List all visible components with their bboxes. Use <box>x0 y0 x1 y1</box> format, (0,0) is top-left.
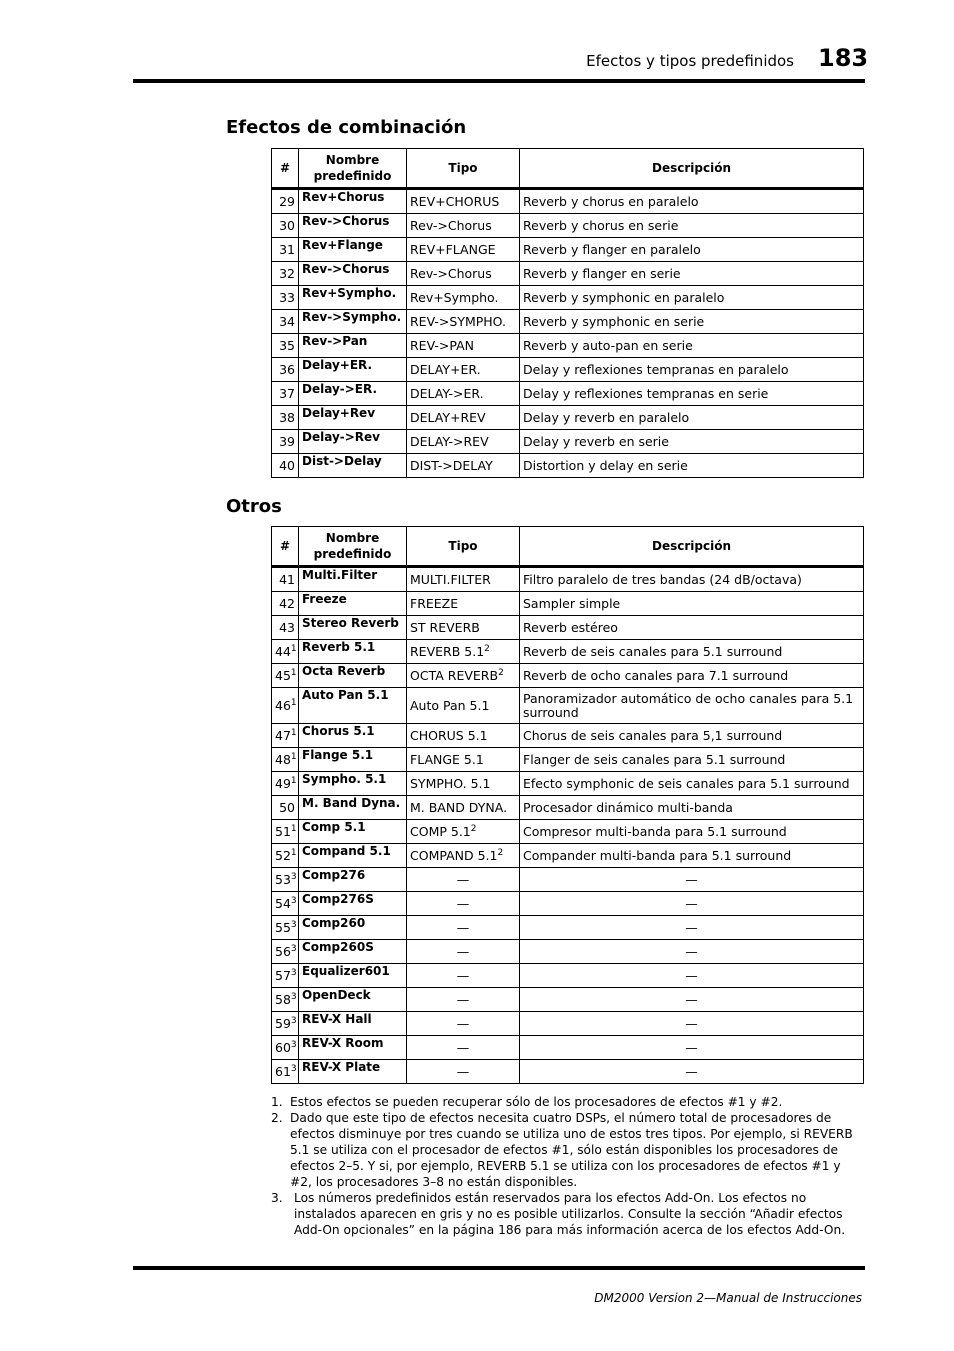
preset-type: Rev->Chorus <box>410 265 492 281</box>
preset-number: 48 <box>275 751 291 767</box>
preset-number-cell <box>272 640 299 664</box>
footnote-ref: 3 <box>290 967 297 978</box>
preset-description: — <box>520 1012 864 1036</box>
footnote-ref: 1 <box>290 727 297 738</box>
preset-description: Distortion y delay en serie <box>520 454 864 478</box>
preset-type: — <box>456 1063 470 1079</box>
preset-number: 37 <box>279 385 295 401</box>
column-header-preset-name: Nombre predefinido <box>299 527 407 567</box>
preset-type-cell <box>407 640 520 664</box>
preset-number: 50 <box>279 799 295 815</box>
preset-number-cell <box>272 189 299 214</box>
preset-description: — <box>520 1060 864 1084</box>
preset-type-cell <box>407 1036 520 1060</box>
preset-type: MULTI.FILTER <box>410 571 491 587</box>
preset-number: 53 <box>275 871 291 887</box>
preset-number-cell <box>272 238 299 262</box>
preset-type: DELAY+ER. <box>410 361 481 377</box>
preset-description: — <box>520 1036 864 1060</box>
footnote <box>271 1110 863 1190</box>
preset-number-cell <box>272 214 299 238</box>
footer-manual-title: DM2000 Version 2—Manual de Instrucciones <box>594 1291 862 1305</box>
preset-description: — <box>520 892 864 916</box>
preset-name: Auto Pan 5.1 <box>299 688 407 724</box>
preset-type-cell <box>407 1012 520 1036</box>
preset-name: Rev+Sympho. <box>299 286 407 310</box>
preset-name: REV-X Plate <box>299 1060 407 1084</box>
preset-type: FREEZE <box>410 595 459 611</box>
preset-description: Reverb y auto-pan en serie <box>520 334 864 358</box>
footnote-ref: 3 <box>290 871 297 882</box>
preset-name: Octa Reverb <box>299 664 407 688</box>
table-row <box>272 1012 864 1036</box>
preset-number-cell <box>272 1060 299 1084</box>
section-title-others: Otros <box>226 496 282 517</box>
preset-description: Compresor multi-banda para 5.1 surround <box>520 820 864 844</box>
preset-number-cell <box>272 688 299 724</box>
preset-type-cell <box>407 664 520 688</box>
preset-type: DELAY->REV <box>410 433 489 449</box>
footnote-ref: 1 <box>290 775 297 786</box>
table-row <box>272 592 864 616</box>
table-row <box>272 988 864 1012</box>
preset-type: REV+CHORUS <box>410 193 500 209</box>
preset-number: 59 <box>275 1015 291 1031</box>
preset-description: Reverb y symphonic en paralelo <box>520 286 864 310</box>
preset-type-cell <box>407 238 520 262</box>
preset-number: 54 <box>275 895 291 911</box>
header-rule <box>133 79 865 83</box>
preset-type-cell <box>407 592 520 616</box>
table-header-row <box>272 149 864 189</box>
preset-number: 31 <box>279 241 295 257</box>
preset-name: Comp276S <box>299 892 407 916</box>
other-effects-table <box>271 526 864 1084</box>
column-header-preset-name: Nombre predefinido <box>299 149 407 189</box>
table-header-row <box>272 527 864 567</box>
preset-description: — <box>520 940 864 964</box>
table-row <box>272 640 864 664</box>
preset-description: Reverb de seis canales para 5.1 surround <box>520 640 864 664</box>
preset-number: 49 <box>275 775 291 791</box>
preset-number-cell <box>272 844 299 868</box>
preset-description: Reverb y symphonic en serie <box>520 310 864 334</box>
preset-number-cell <box>272 454 299 478</box>
preset-type: REV+FLANGE <box>410 241 496 257</box>
column-header-type: Tipo <box>407 527 520 567</box>
preset-number-cell <box>272 868 299 892</box>
table-row <box>272 214 864 238</box>
footnote-ref: 2 <box>484 643 490 654</box>
preset-name: Comp 5.1 <box>299 820 407 844</box>
preset-number-cell <box>272 772 299 796</box>
page-number: 183 <box>818 44 869 72</box>
preset-type-cell <box>407 688 520 724</box>
preset-type: FLANGE 5.1 <box>410 751 484 767</box>
preset-number-cell <box>272 988 299 1012</box>
preset-number: 34 <box>279 313 295 329</box>
preset-type-cell <box>407 262 520 286</box>
table-row <box>272 406 864 430</box>
preset-description: — <box>520 916 864 940</box>
column-header-description: Descripción <box>520 527 864 567</box>
preset-type-cell <box>407 382 520 406</box>
preset-description: — <box>520 988 864 1012</box>
preset-description: Reverb y chorus en serie <box>520 214 864 238</box>
preset-number-cell <box>272 748 299 772</box>
preset-number-cell <box>272 262 299 286</box>
preset-description: Sampler simple <box>520 592 864 616</box>
preset-number-cell <box>272 358 299 382</box>
preset-name: Dist->Delay <box>299 454 407 478</box>
preset-type: — <box>456 943 470 959</box>
preset-description: Procesador dinámico multi-banda <box>520 796 864 820</box>
preset-description: Delay y reverb en paralelo <box>520 406 864 430</box>
footnote-marker: 3. <box>271 1191 283 1205</box>
table-row <box>272 454 864 478</box>
preset-number-cell <box>272 964 299 988</box>
preset-type-cell <box>407 964 520 988</box>
table-row <box>272 724 864 748</box>
footer-rule <box>133 1266 865 1270</box>
preset-name: Freeze <box>299 592 407 616</box>
table-row <box>272 286 864 310</box>
footnotes <box>271 1094 863 1238</box>
preset-number: 42 <box>279 595 295 611</box>
preset-type: REVERB 5.1 <box>410 643 485 659</box>
preset-number-cell <box>272 940 299 964</box>
preset-number: 36 <box>279 361 295 377</box>
preset-type: ST REVERB <box>410 619 480 635</box>
preset-type: REV->SYMPHO. <box>410 313 506 329</box>
preset-number-cell <box>272 592 299 616</box>
preset-description: — <box>520 868 864 892</box>
table-row <box>272 1036 864 1060</box>
preset-type: REV->PAN <box>410 337 475 353</box>
table-row <box>272 664 864 688</box>
combination-effects-table <box>271 148 864 478</box>
preset-number: 46 <box>275 697 291 713</box>
table-row <box>272 262 864 286</box>
table-row <box>272 189 864 214</box>
column-header-number: # <box>272 149 299 189</box>
footnote-ref: 3 <box>290 919 297 930</box>
table-row <box>272 940 864 964</box>
preset-number-cell <box>272 796 299 820</box>
table-row <box>272 238 864 262</box>
table-row <box>272 1060 864 1084</box>
preset-type: CHORUS 5.1 <box>410 727 488 743</box>
preset-type: — <box>456 895 470 911</box>
preset-number-cell <box>272 916 299 940</box>
preset-description: Reverb y chorus en paralelo <box>520 189 864 214</box>
table-row <box>272 382 864 406</box>
preset-number: 45 <box>275 667 291 683</box>
table-row <box>272 334 864 358</box>
table-row <box>272 964 864 988</box>
preset-number-cell <box>272 286 299 310</box>
preset-type-cell <box>407 189 520 214</box>
preset-name: REV-X Hall <box>299 1012 407 1036</box>
column-header-type: Tipo <box>407 149 520 189</box>
preset-number: 61 <box>275 1063 291 1079</box>
preset-type: COMP 5.1 <box>410 823 471 839</box>
footnote <box>271 1094 863 1110</box>
preset-name: Rev+Flange <box>299 238 407 262</box>
preset-number-cell <box>272 382 299 406</box>
preset-number: 51 <box>275 823 291 839</box>
preset-type-cell <box>407 358 520 382</box>
preset-description: Reverb estéreo <box>520 616 864 640</box>
preset-type: — <box>456 919 470 935</box>
table-row <box>272 616 864 640</box>
footnote-ref: 3 <box>290 1063 297 1074</box>
preset-number: 30 <box>279 217 295 233</box>
table-row <box>272 688 864 724</box>
preset-type-cell <box>407 454 520 478</box>
footnote-marker: 2. <box>271 1111 283 1125</box>
preset-name: Rev->Sympho. <box>299 310 407 334</box>
table-row <box>272 430 864 454</box>
preset-name: Reverb 5.1 <box>299 640 407 664</box>
preset-description: Delay y reflexiones tempranas en serie <box>520 382 864 406</box>
preset-name: Multi.Filter <box>299 567 407 592</box>
preset-type: Rev+Sympho. <box>410 289 499 305</box>
footnote-text: Dado que este tipo de efectos necesita cuatro DSPs, el número total de procesadores de efectos disminuye por tres cuando se utiliza uno de estos tres tipos. Por ejemplo, si REVERB 5.1 se utiliza con el procesador de efectos #1, sólo están disponibles los procesadores de efectos 2–5. Y si, por ejemplo, REVERB 5.1 se utiliza con los procesadores de efectos #1 y #2, los procesadores 3–8 no están disponibles. <box>290 1111 853 1189</box>
preset-number: 57 <box>275 967 291 983</box>
preset-number-cell <box>272 724 299 748</box>
footnote-ref: 3 <box>290 943 297 954</box>
preset-name: Chorus 5.1 <box>299 724 407 748</box>
preset-name: Flange 5.1 <box>299 748 407 772</box>
running-header-title: Efectos y tipos predefinidos <box>586 52 794 70</box>
preset-type: COMPAND 5.1 <box>410 847 498 863</box>
preset-type-cell <box>407 406 520 430</box>
table-row <box>272 868 864 892</box>
preset-number-cell <box>272 1036 299 1060</box>
preset-type: DIST->DELAY <box>410 457 493 473</box>
footnote-ref: 1 <box>290 643 297 654</box>
preset-name: Comp276 <box>299 868 407 892</box>
preset-description: Efecto symphonic de seis canales para 5.1 surround <box>520 772 864 796</box>
footnote-text: Estos efectos se pueden recuperar sólo de los procesadores de efectos #1 y #2. <box>290 1095 783 1109</box>
preset-type-cell <box>407 310 520 334</box>
preset-number: 32 <box>279 265 295 281</box>
table-row <box>272 748 864 772</box>
footnote-ref: 1 <box>290 751 297 762</box>
section-title-combination: Efectos de combinación <box>226 117 467 138</box>
preset-name: Rev->Chorus <box>299 214 407 238</box>
preset-type: SYMPHO. 5.1 <box>410 775 491 791</box>
footnote <box>271 1190 863 1238</box>
preset-name: Compand 5.1 <box>299 844 407 868</box>
preset-number: 58 <box>275 991 291 1007</box>
preset-type-cell <box>407 820 520 844</box>
preset-type: M. BAND DYNA. <box>410 799 508 815</box>
preset-type: — <box>456 991 470 1007</box>
preset-name: Stereo Reverb <box>299 616 407 640</box>
preset-number: 55 <box>275 919 291 935</box>
footnote-ref: 3 <box>290 1039 297 1050</box>
table-row <box>272 892 864 916</box>
table-row <box>272 358 864 382</box>
preset-number-cell <box>272 334 299 358</box>
footnote-ref: 2 <box>498 667 504 678</box>
preset-type: DELAY+REV <box>410 409 486 425</box>
preset-type: Auto Pan 5.1 <box>410 697 490 713</box>
preset-number-cell <box>272 567 299 592</box>
preset-number-cell <box>272 616 299 640</box>
preset-name: Delay+Rev <box>299 406 407 430</box>
preset-name: Comp260S <box>299 940 407 964</box>
preset-description: Filtro paralelo de tres bandas (24 dB/octava) <box>520 567 864 592</box>
preset-type-cell <box>407 334 520 358</box>
preset-number-cell <box>272 406 299 430</box>
footnote-ref: 2 <box>497 847 504 858</box>
preset-type: Rev->Chorus <box>410 217 492 233</box>
preset-description: Compander multi-banda para 5.1 surround <box>520 844 864 868</box>
preset-name: Rev->Pan <box>299 334 407 358</box>
preset-type: — <box>456 1039 470 1055</box>
preset-description: Reverb y flanger en serie <box>520 262 864 286</box>
preset-name: REV-X Room <box>299 1036 407 1060</box>
preset-name: Delay->ER. <box>299 382 407 406</box>
preset-type-cell <box>407 214 520 238</box>
preset-type: — <box>456 967 470 983</box>
preset-number-cell <box>272 430 299 454</box>
preset-number: 38 <box>279 409 295 425</box>
preset-type-cell <box>407 286 520 310</box>
preset-type: OCTA REVERB <box>410 667 499 683</box>
footnote-ref: 1 <box>290 823 297 834</box>
preset-description: Reverb de ocho canales para 7.1 surround <box>520 664 864 688</box>
preset-name: Delay->Rev <box>299 430 407 454</box>
table-row <box>272 796 864 820</box>
preset-type: — <box>456 871 470 887</box>
preset-type-cell <box>407 724 520 748</box>
preset-type-cell <box>407 892 520 916</box>
preset-type: DELAY->ER. <box>410 385 484 401</box>
preset-number-cell <box>272 310 299 334</box>
preset-name: Comp260 <box>299 916 407 940</box>
preset-number: 29 <box>279 193 295 209</box>
preset-name: Rev->Chorus <box>299 262 407 286</box>
preset-type-cell <box>407 916 520 940</box>
preset-number-cell <box>272 892 299 916</box>
preset-name: Delay+ER. <box>299 358 407 382</box>
footnote-text: Los números predefinidos están reservados para los efectos Add-On. Los efectos no instalados aparecen en gris y no es posible utilizarlos. Consulte la sección “Añadir efectos Add-On opcionales” en la página 186 para más información acerca de los efectos Add-On. <box>294 1191 846 1237</box>
footnote-ref: 3 <box>290 1015 297 1026</box>
footnote-ref: 1 <box>290 697 297 708</box>
preset-number: 44 <box>275 643 291 659</box>
preset-number: 33 <box>279 289 295 305</box>
column-header-number: # <box>272 527 299 567</box>
preset-number: 56 <box>275 943 291 959</box>
preset-description: Panoramizador automático de ocho canales para 5.1 surround <box>520 688 864 724</box>
footnote-ref: 2 <box>470 823 477 834</box>
preset-number: 35 <box>279 337 295 353</box>
preset-name: OpenDeck <box>299 988 407 1012</box>
table-row <box>272 916 864 940</box>
table-row <box>272 310 864 334</box>
preset-type-cell <box>407 748 520 772</box>
footnote-ref: 3 <box>290 895 297 906</box>
preset-number-cell <box>272 1012 299 1036</box>
footnote-ref: 3 <box>290 991 297 1002</box>
preset-number-cell <box>272 820 299 844</box>
preset-number: 39 <box>279 433 295 449</box>
preset-description: Delay y reverb en serie <box>520 430 864 454</box>
preset-type-cell <box>407 567 520 592</box>
preset-description: — <box>520 964 864 988</box>
preset-number: 40 <box>279 457 295 473</box>
preset-type-cell <box>407 430 520 454</box>
preset-type-cell <box>407 868 520 892</box>
preset-type-cell <box>407 844 520 868</box>
column-header-description: Descripción <box>520 149 864 189</box>
table-row <box>272 567 864 592</box>
preset-type-cell <box>407 796 520 820</box>
preset-number-cell <box>272 664 299 688</box>
preset-type: — <box>456 1015 470 1031</box>
preset-type-cell <box>407 988 520 1012</box>
preset-number: 47 <box>275 727 291 743</box>
preset-number: 43 <box>279 619 295 635</box>
preset-number: 60 <box>275 1039 291 1055</box>
preset-name: Sympho. 5.1 <box>299 772 407 796</box>
preset-type-cell <box>407 940 520 964</box>
preset-name: Equalizer601 <box>299 964 407 988</box>
preset-description: Reverb y flanger en paralelo <box>520 238 864 262</box>
footnote-ref: 1 <box>290 847 297 858</box>
preset-type-cell <box>407 772 520 796</box>
preset-name: M. Band Dyna. <box>299 796 407 820</box>
preset-type-cell <box>407 1060 520 1084</box>
preset-type-cell <box>407 616 520 640</box>
footnote-ref: 1 <box>290 667 297 678</box>
table-row <box>272 820 864 844</box>
preset-number: 52 <box>275 847 291 863</box>
preset-description: Flanger de seis canales para 5.1 surround <box>520 748 864 772</box>
table-row <box>272 772 864 796</box>
preset-number: 41 <box>279 571 295 587</box>
table-row <box>272 844 864 868</box>
preset-description: Delay y reflexiones tempranas en paralelo <box>520 358 864 382</box>
preset-name: Rev+Chorus <box>299 189 407 214</box>
footnote-marker: 1. <box>271 1095 283 1109</box>
preset-description: Chorus de seis canales para 5,1 surround <box>520 724 864 748</box>
